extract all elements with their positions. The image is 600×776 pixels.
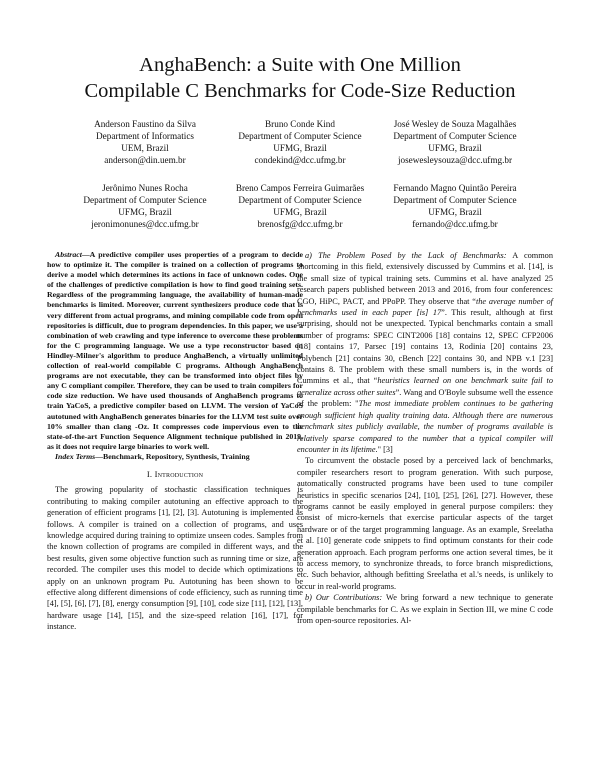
author-dept: Department of Informatics [96,131,194,141]
subsection-heading: a) The Problem Posed by the Lack of Benchmarks: [305,251,507,260]
abstract-label: Abstract [55,250,82,259]
section-heading-introduction: I. Introduction [146,468,204,479]
abstract [47,250,303,452]
body-text: ”. This result, although at first surprising, should not be unexpected. Typical benchmarks contain a small number of programs: SPEC CINT2006 [18] contains 12, SPEC CFP2006 [18] contains 17, Parsec [19] contains 13, Rodinia [20] contains 23, Polybench [21] contains 30, cBench [22] contains 30, and NPB v.1 [23] contains 8. The problem with these small numbers is, in the words of Cummins et al., that “ [297,308,553,386]
title-line-1: AnghaBench: a Suite with One Million [139,54,461,76]
author-block [367,182,543,230]
author-inst: UFMG, Brazil [428,207,482,217]
subsection-problem [297,250,553,455]
index-terms-text: —Benchmark, Repository, Synthesis, Training [95,451,250,461]
author-email: anderson@din.uem.br [104,155,186,165]
right-column [297,250,553,626]
author-email: condekind@dcc.ufmg.br [254,155,346,165]
left-column [47,250,303,633]
author-dept: Department of Computer Science [238,195,362,205]
author-block [57,118,233,166]
author-name: Fernando Magno Quintão Pereira [393,183,517,193]
author-name: Bruno Conde Kind [265,119,335,129]
author-block [212,182,388,230]
author-inst: UFMG, Brazil [118,207,172,217]
author-name: Jerônimo Nunes Rocha [102,183,188,193]
author-inst: UFMG, Brazil [273,207,327,217]
title-line-2: Compilable C Benchmarks for Code-Size Reduction [84,80,516,102]
subsection-contributions [297,592,553,626]
author-inst: UFMG, Brazil [273,143,327,153]
author-name: Breno Campos Ferreira Guimarães [235,183,365,193]
paper-title [40,52,560,104]
author-dept: Department of Computer Science [238,131,362,141]
author-dept: Department of Computer Science [393,131,517,141]
author-email: fernando@dcc.ufmg.br [412,219,498,229]
quote: the average number of benchmarks used in each paper [is] 17 [297,296,553,318]
index-terms [47,452,303,462]
author-block [212,118,388,166]
author-inst: UEM, Brazil [121,143,169,153]
author-email: brenosfg@dcc.ufmg.br [257,219,343,229]
author-name: Anderson Faustino da Silva [94,119,196,129]
author-email: jeronimonunes@dcc.ufmg.br [91,219,199,229]
author-dept: Department of Computer Science [83,195,207,205]
paragraph-program-generation: To circumvent the obstacle posed by a perceived lack of benchmarks, compiler researchers resort to program generation. With such purpose, automatically constructed programs have been used to tune compiler heuristics in specific scenarios [24], [10], [25], [26], [27]. However, these programs cannot be easily employed in general purpose compilers: they consist of micro-kernels that exercise particular aspects of the target hardware or of the target programming language. As an example, Sreelatha et al. [10] generate code snippets to find optimum constants for their code generation approach. Each program performs one action several times, be it to access memory, to synchronize threads, to force branch mispredictions, etc. Such behavior, although befitting Sreelatha et al.'s needs, is unlikely to occur in real-world programs. [297,456,553,591]
author-inst: UFMG, Brazil [428,143,482,153]
author-dept: Department of Computer Science [393,195,517,205]
quote: The most immediate problem continues to be gathering enough sufficient high quality training data. Although there are numerous benchmark sites publicly available, the number of programs available is relatively sparse compared to the number that a typical compiler will encounter in its lifetime. [297,399,553,454]
author-block [57,182,233,230]
index-terms-label: Index Terms [55,451,96,461]
subsection-heading: b) Our Contributions: [305,593,383,603]
body-text: ”. Wang and O'Boyle subsume well the essence of the problem: " [297,387,553,409]
abstract-text: —A predictive compiler uses properties of a program to decide how to optimize it. The compiler is trained on a collection of programs to derive a model which determines its actions in face of unknown codes. One of the challenges of predictive compilation is how to find good training sets. Regardless of the programming language, the availability of human-made benchmarks is limited. Moreover, current synthesizers produce code that is very different from actual programs, and mining compilable code from open repositories is difficult, due to program dependencies. In this paper, we use a combination of web crawling and type inference to overcome these problems for the C programming language. We use a type reconstructor based on Hindley-Milner's algorithm to produce AnghaBench, a virtually unlimited collection of real-world compilable C programs. Although AnghaBench programs are not executable, they can be transformed into object files by any C compliant compiler. Therefore, they can be used to train compilers for code size reduction. We have used thousands of AnghaBench programs to train YaCoS, a predictive compiler based on LLVM. The version of YaCoS autotuned with AnghaBench generates binaries for the LLVM test suite over 10% smaller than clang -Oz. It compresses code impervious even to the state-of-the-art Function Sequence Alignment technique published in 2019, as it does not require large binaries to work well. [47,250,303,451]
quote: heuristics learned on one benchmark suite fail to generalize across other suites [297,376,553,397]
author-name: José Wesley de Souza Magalhães [393,119,517,129]
author-block [367,118,543,166]
author-email: josewesleysouza@dcc.ufmg.br [397,155,513,165]
body-text: " [3] [377,444,393,454]
body-text: A common shortcoming in this field, extensively discussed by Cummins et al. [14], is the small size of typical training sets. Cummins et al. have analyzed 25 research papers published between 2013 and 2016, from four conferences: CGO, HiPC, PACT, and PPoPP. They observe that “ [297,251,553,306]
body-text: We bring forward a new technique to generate compilable benchmarks for C. As we explain in Section III, we mine C code from open-source repositories. Al- [297,593,554,625]
intro-paragraph: The growing popularity of stochastic classification techniques is contributing to making compiler autotuning an effective approach to the generation of efficient programs [1], [2], [3]. Autotuning is implemented as follows. A compiler is trained on a collection of programs, and uses knowledge acquired during training to optimize unseen codes. Samples from the known collection of programs are compiled in different ways, and the best results, given some objective function such as running time or size, are recorded. The compiler uses this model to decide which optimizations to apply on an unknown program Pu. Autotuning has been shown to be effective along different dimensions of code efficiency, such as running time [4], [5], [6], [7], [8], energy consumption [9], [10], code size [11], [12], [13], hardware usage [14], [15], and the size-speed relation [16], [17], for instance. [47,485,303,632]
